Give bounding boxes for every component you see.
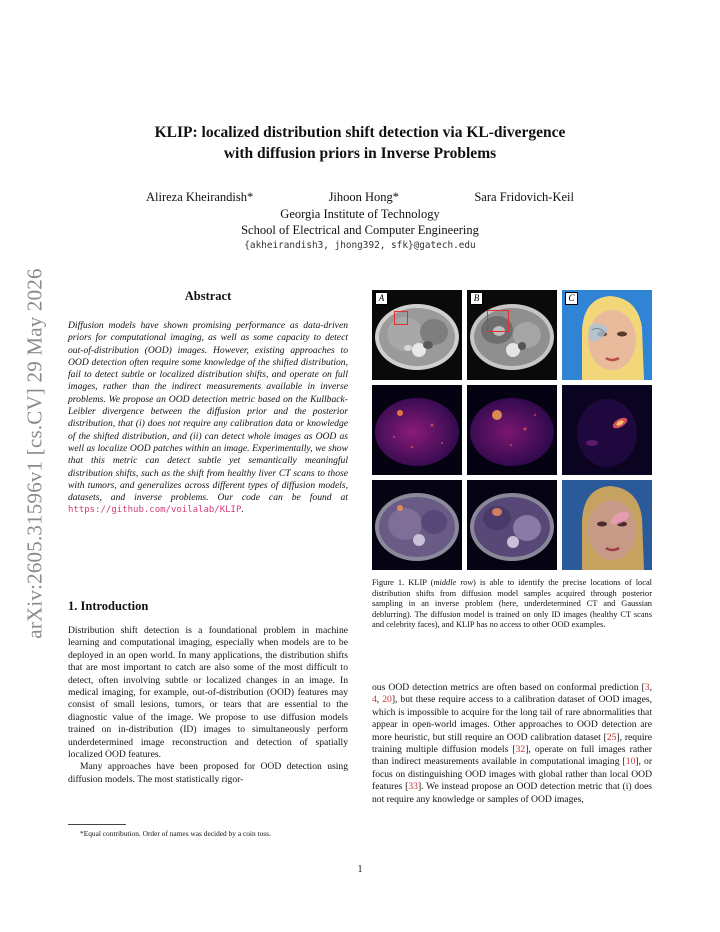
citation-33[interactable]: 33 bbox=[408, 781, 418, 793]
abstract-heading: Abstract bbox=[184, 289, 232, 303]
arxiv-stamp-text: arXiv:2605.31596v1 [cs.CV] 29 May 2026 bbox=[22, 267, 47, 639]
code-link[interactable]: https://github.com/voilalab/KLIP bbox=[68, 505, 242, 516]
panel-face-c bbox=[562, 290, 652, 380]
citation-10[interactable]: 10 bbox=[625, 756, 636, 768]
overlay-a-image bbox=[372, 480, 462, 570]
caption-body: ) is able to identify the precise locations of local distribution shifts from diffusion model samples acquired through posterior sampling in an inverse problem (here, underdetermined CT and Gaussian deblurring). The diffusion model is trained on only ID images (healthy CT scans and celebrity faces), and KLIP has no access to other OOD examples. bbox=[372, 578, 652, 630]
author-emails: {akheirandish3, jhong392, sfk}@gatech.edu bbox=[244, 240, 476, 251]
right-column-text bbox=[372, 682, 652, 806]
panel-ct-a bbox=[372, 290, 462, 380]
author-list bbox=[110, 190, 610, 205]
affiliation-institute: Georgia Institute of Technology bbox=[280, 207, 440, 221]
rc-text-2: ], but these require access to a calibration dataset of OOD images, which is impossible to acquire for the long tail of rare abnormalities that appear in open-world images. Other approaches to OOD detection are more heuristic, but still require an OOD calibration dataset [ bbox=[372, 694, 652, 743]
panel-ct-b bbox=[467, 290, 557, 380]
rc-text-5: ], or focus on distinguishing OOD images with global rather than local OOD features [ bbox=[372, 756, 653, 793]
overlay-b-image bbox=[467, 480, 557, 570]
author-3: Sara Fridovich-Keil bbox=[474, 190, 574, 204]
intro-paragraph-2: Many approaches have been proposed for OOD detection using diffusion models. The most statistically rigor- bbox=[68, 761, 348, 785]
rc-text-1: ous OOD detection metrics are often based on conformal prediction [ bbox=[372, 682, 645, 693]
intro-paragraph-1: Distribution shift detection is a foundational problem in machine learning and computational imaging, especially when models are to be deployed in an open world. In many applications, the distribution shifts that are most important to catch are also some of the most difficult to detect, often involving subtle or localized changes in an image. In medical imaging, for example, out-of-distribution (OOD) features may consist of small lesions, tumors, or tears that are essential to the diagnostic value of the image. We propose to use diffusion models trained on in-distribution (ID) images to simultaneously perform underdetermined image reconstruction and detection of spatially localized OOD features. bbox=[68, 625, 348, 761]
panel-heatmap-c bbox=[562, 385, 652, 475]
panel-label-a: A bbox=[375, 292, 388, 305]
panel-heatmap-b bbox=[467, 385, 557, 475]
roi-box-b bbox=[487, 310, 509, 332]
abstract-end: . bbox=[241, 504, 244, 516]
author-2: Jihoon Hong* bbox=[328, 190, 400, 204]
abstract-body bbox=[68, 320, 348, 517]
abstract-text: Diffusion models have shown promising performance as data-driven priors for computational imaging, as well as some capacity to detect out-of-distribution (OOD) images. However, existing approaches to OOD detection often require some knowledge of the shifted distribution, fail to detect subtle or localized distribution shifts, and operate on full images, rather than the indirect measurements available in inverse problems. We propose an OOD detection metric based on the Kullback-Leibler divergence between the diffusion prior and the posterior distribution, that (i) does not require any calibration data or knowledge of the shifted distribution, and (ii) can detect whole images as OOD as well as localize OOD patches within an image. Experimentally, we show that this metric can detect subtle yet semantically meaningful distribution shifts, such as the shift from healthy liver CT scans to those with tumors, and generalizes across different types of diffusion models, datasets, and inverse problems. Our code can be found at bbox=[68, 320, 348, 504]
arxiv-stamp bbox=[15, 253, 55, 653]
roi-box-a bbox=[394, 311, 408, 325]
paper-title bbox=[90, 122, 630, 164]
citation-25[interactable]: 25 bbox=[606, 731, 617, 743]
kl-heatmap-b-image bbox=[467, 385, 557, 475]
rc-text-3: ], require training multiple diffusion models [ bbox=[372, 731, 652, 756]
title-line-2: with diffusion priors in Inverse Problems bbox=[223, 145, 497, 162]
caption-emphasis: middle row bbox=[433, 578, 474, 587]
page-number: 1 bbox=[357, 864, 363, 875]
footnote: *Equal contribution. Order of names was decided by a coin toss. bbox=[80, 829, 271, 838]
footnote-rule bbox=[68, 824, 126, 825]
right-column-paragraph: ous OOD detection metrics are often based on conformal prediction [3, 4, 20], but these require access to a calibration dataset of OOD images, which is impossible to acquire for the long tail of rare abnormalities that appear in open-world images. Other approaches to OOD detection are more heuristic, but still require an OOD calibration dataset [25], require training multiple diffusion models [32], operate on full images rather than indirect measurements available in computational imaging [10], or focus on distinguishing OOD images with global rather than local OOD features [33]. We instead propose an OOD detection metric that (i) does not require any knowledge or samples of OOD images, bbox=[372, 682, 653, 805]
figure-1-caption bbox=[372, 578, 652, 631]
rc-text-6: ]. We instead propose an OOD detection metric that (i) does not require any knowledge or samples of OOD images, bbox=[372, 781, 652, 805]
introduction-text bbox=[68, 625, 348, 786]
citation-3[interactable]: 3 bbox=[644, 682, 650, 693]
section-heading-introduction: 1. Introduction bbox=[68, 599, 149, 613]
author-1: Alireza Kheirandish* bbox=[146, 190, 254, 204]
citation-32[interactable]: 32 bbox=[515, 744, 526, 756]
panel-label-b: B bbox=[470, 292, 483, 305]
citation-20[interactable]: 20 bbox=[382, 694, 392, 706]
panel-overlay-a bbox=[372, 480, 462, 570]
panel-overlay-b bbox=[467, 480, 557, 570]
rc-text-4: ], operate on full images rather than indirect measurements available in computational imaging [ bbox=[372, 744, 652, 768]
kl-heatmap-c-image bbox=[562, 385, 652, 475]
title-line-1: KLIP: localized distribution shift detection via KL-divergence bbox=[154, 124, 566, 141]
citation-4[interactable]: 4 bbox=[372, 694, 377, 706]
panel-heatmap-a bbox=[372, 385, 462, 475]
caption-prefix: Figure 1. KLIP ( bbox=[372, 578, 434, 587]
figure-1 bbox=[372, 290, 652, 570]
overlay-c-image bbox=[562, 480, 652, 570]
panel-label-c: C bbox=[565, 292, 578, 305]
panel-overlay-c bbox=[562, 480, 652, 570]
affiliation-school: School of Electrical and Computer Engineering bbox=[241, 223, 479, 237]
kl-heatmap-a-image bbox=[372, 385, 462, 475]
